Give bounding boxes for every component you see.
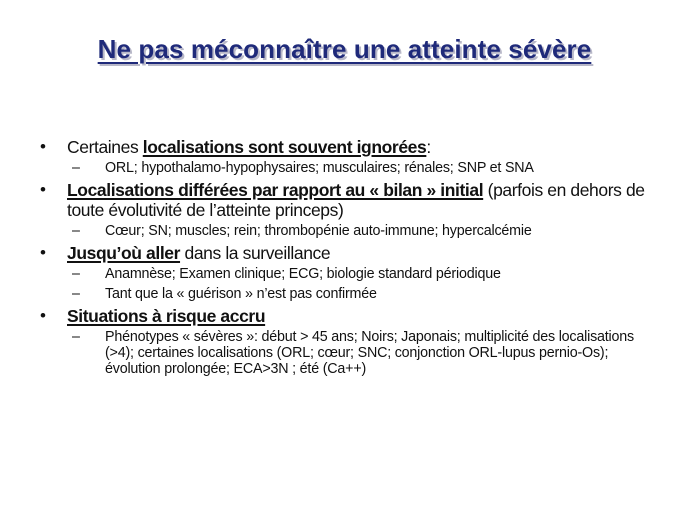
dash-icon: – bbox=[72, 329, 80, 345]
sub-item-text: Anamnèse; Examen clinique; ECG; biologie standard périodique bbox=[105, 266, 501, 282]
sub-item bbox=[36, 160, 656, 176]
bullet-list bbox=[36, 137, 656, 381]
sub-item bbox=[36, 266, 656, 282]
sub-item-text: ORL; hypothalamo-hypophysaires; musculaires; rénales; SNP et SNA bbox=[105, 160, 534, 176]
slide-title: Ne pas méconnaître une atteinte sévère bbox=[97, 34, 592, 64]
sub-item bbox=[36, 329, 656, 377]
bullet-icon: • bbox=[40, 137, 46, 156]
sub-item bbox=[36, 286, 656, 302]
sub-item-text: Cœur; SN; muscles; rein; thrombopénie auto-immune; hypercalcémie bbox=[105, 223, 532, 239]
bullet-item-surveillance bbox=[36, 243, 656, 263]
bullet-lead: localisations sont souvent ignorées bbox=[142, 137, 427, 157]
bullet-item-deferred-localisations bbox=[36, 180, 656, 220]
bullet-rest: : bbox=[426, 137, 431, 157]
bullet-item-risk-situations bbox=[36, 306, 656, 326]
dash-icon: – bbox=[72, 266, 80, 282]
bullet-lead: Situations à risque accru bbox=[67, 306, 266, 326]
sub-item-text: Tant que la « guérison » n’est pas confirmée bbox=[105, 286, 377, 302]
bullet-rest: (parfois en dehors de toute évolutivité de l’atteinte princeps) bbox=[67, 180, 645, 220]
dash-icon: – bbox=[72, 286, 80, 302]
bullet-lead: Localisations différées par rapport au « bilan » initial bbox=[67, 180, 484, 200]
bullet-icon: • bbox=[40, 180, 46, 199]
dash-icon: – bbox=[72, 223, 80, 239]
bullet-lead: Jusqu’où aller bbox=[67, 243, 181, 263]
bullet-icon: • bbox=[40, 306, 46, 325]
bullet-item-ignored-localisations bbox=[36, 137, 656, 157]
bullet-icon: • bbox=[40, 243, 46, 262]
sub-item-text: Phénotypes « sévères »: début > 45 ans; Noirs; Japonais; multiplicité des localisations (>4); certaines localisations (ORL; cœur; SNC; conjonction ORL-lupus pernio-Os); évolution prolongée; ECA>3N ; été (Ca++) bbox=[105, 329, 634, 377]
bullet-rest: dans la surveillance bbox=[180, 243, 331, 263]
bullet-prefix: Certaines bbox=[67, 137, 143, 157]
dash-icon: – bbox=[72, 160, 80, 176]
sub-item bbox=[36, 223, 656, 239]
